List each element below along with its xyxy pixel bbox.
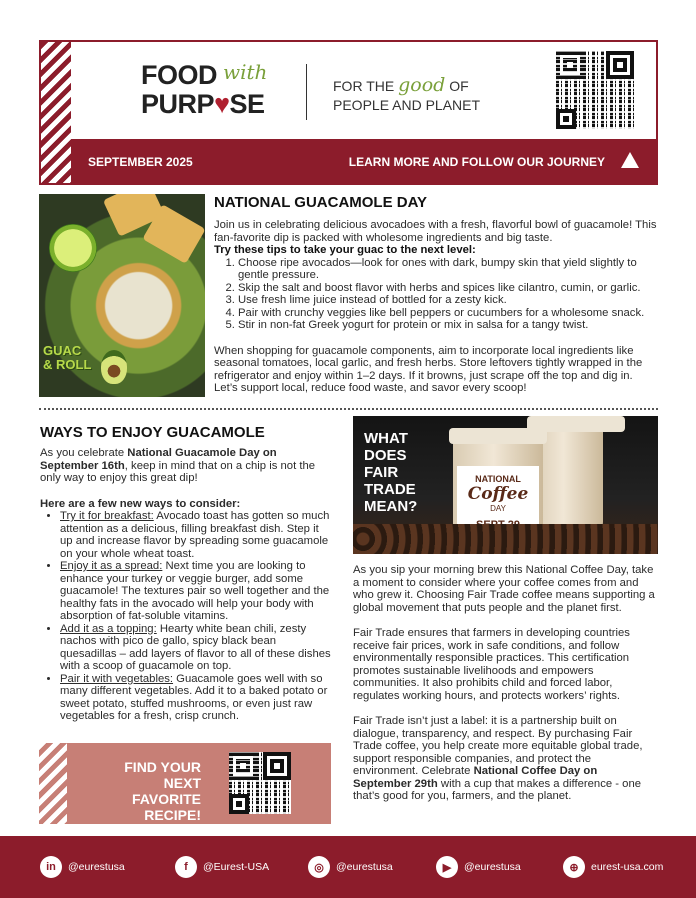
cup-day: DAY	[490, 504, 506, 513]
guac-closing: When shopping for guacamole components, aim to incorporate local ingredients like seasonal tomatoes, local garlic, and fresh herbs. Store leftovers tightly wrapped in the refrigerator and enjoy within 1–2 days. If it browns, just scrape off the top and dig in. Let’s support local, reduce food waste, and savor every scoop!	[214, 344, 643, 394]
tagline-post: OF	[449, 78, 469, 94]
badge-line2: & ROLL	[43, 357, 92, 372]
instagram-handle: @eurestusa	[336, 861, 393, 873]
ways-intro-pre: As you celebrate	[40, 447, 128, 459]
find-recipe-banner[interactable]	[39, 743, 331, 824]
way-label: Try it for breakfast:	[60, 510, 154, 522]
lime-wedge	[49, 224, 97, 272]
coffee-p3-bold: National Coffee Day on September 29th	[353, 765, 598, 790]
way-text: Guacamole goes well with so many different vegetables. Add it to a baked potato or sweet potato, stuffed mushrooms, or even just raw vegetables for a fresh, crisp crunch.	[60, 672, 328, 722]
ways-intro-post: , keep in mind that on a chip is not the only way to enjoy this great dip!	[40, 459, 316, 484]
food-with-purpose-logo	[141, 62, 291, 122]
guacamole-day-body	[214, 219, 659, 395]
instagram-icon: ◎	[308, 856, 330, 878]
way-text: Next time you are looking to enhance your turkey or veggie burger, add some guacamole! The textures pair so well together and the healthy fats in the avocado will help your body with absorption of fat-soluble vitamins.	[60, 560, 330, 622]
coffee-body	[353, 564, 658, 803]
tip-item: 3. Use fresh lime juice instead of bottled for a zesty kick.	[238, 294, 659, 307]
learn-more-link[interactable]: LEARN MORE AND FOLLOW OUR JOURNEY	[348, 155, 605, 169]
coffee-day-image	[353, 416, 658, 554]
tip-item: 4. Pair with crunchy veggies like bell peppers or cucumbers for a wholesome snack.	[238, 307, 659, 320]
tagline	[333, 76, 480, 115]
avocado-icon	[101, 350, 127, 384]
website-link: eurest-usa.com	[591, 861, 664, 873]
social-facebook[interactable]	[175, 855, 269, 879]
ways-list-heading: Here are a few new ways to consider:	[40, 497, 241, 510]
footer	[0, 836, 696, 898]
social-instagram[interactable]	[308, 855, 393, 879]
way-item	[60, 510, 332, 560]
guacamole-photo	[39, 194, 205, 397]
tagline-pre: FOR THE	[333, 78, 395, 94]
ways-intro	[40, 447, 332, 485]
guacamole-day-title: NATIONAL GUACAMOLE DAY	[214, 194, 428, 211]
cup-coffee: Coffee	[467, 484, 529, 504]
logo-with: with	[223, 60, 268, 84]
coffee-p3-post: with a cup that makes a difference - one that’s good for you, farmers, and the planet.	[353, 777, 642, 802]
tips-heading: Try these tips to take your guac to the next level:	[214, 244, 476, 256]
decorative-stripes	[39, 743, 67, 824]
tip-item: 2. Skip the salt and boost flavor with herbs and spices like cilantro, cumin, or garlic.	[238, 282, 659, 295]
coffee-p3	[353, 715, 658, 803]
tip-item: 5. Stir in non-fat Greek yogurt for protein or mix in salsa for a tangy twist.	[238, 319, 659, 332]
way-item	[60, 560, 332, 623]
divider	[306, 64, 307, 120]
way-label: Add it as a topping:	[60, 622, 157, 635]
linkedin-icon: in	[40, 856, 62, 878]
fair-trade-question: WHAT DOES FAIR TRADE MEAN?	[364, 430, 418, 515]
badge-line1: GUAC	[43, 343, 82, 358]
guac-intro: Join us in celebrating delicious avocadoes with a fresh, flavorful bowl of guacamole! This fan-favorite dip is packed with wholesome ingredients and big taste.	[214, 219, 657, 244]
ways-body	[40, 447, 332, 723]
way-item	[60, 623, 332, 673]
tagline-good: good	[398, 74, 446, 96]
coffee-p2: Fair Trade ensures that farmers in developing countries receive fair prices, work in safe conditions, and follow environmentally responsible practices. This certification promotes sustainable livelihoods and empowers communities. It also prohibits child and forced labor, regulates working hours, and protects workers’ rights.	[353, 627, 630, 702]
ways-list	[60, 510, 332, 723]
qr-code-header[interactable]	[556, 51, 634, 129]
social-youtube[interactable]	[436, 855, 521, 879]
social-linkedin[interactable]	[40, 855, 125, 879]
find-recipe-text: FIND YOUR NEXT FAVORITE RECIPE!	[124, 759, 201, 823]
heart-icon: ♥	[214, 89, 230, 119]
ways-intro-bold: National Guacamole Day on September 16th	[40, 447, 277, 472]
triangle-up-icon	[621, 152, 639, 168]
tips-list	[238, 257, 659, 332]
globe-icon: ⊕	[563, 856, 585, 878]
way-item	[60, 673, 332, 723]
logo-purpose	[141, 89, 291, 119]
coffee-p1: As you sip your morning brew this National Coffee Day, take a moment to consider where your coffee comes from and who grew it. Choosing Fair Trade coffee means supporting a global movement that puts people and the planet first.	[353, 564, 655, 614]
logo-purpose-b: SE	[229, 89, 265, 119]
youtube-handle: @eurestusa	[464, 861, 521, 873]
way-text: Avocado toast has gotten so much attention as a delicious, filling breakfast dish. Step it up and increase flavor by spreading some guacamole on your whole wheat toast.	[60, 510, 330, 560]
decorative-stripes	[41, 42, 71, 183]
header	[39, 40, 658, 185]
cup-national: NATIONAL	[475, 474, 521, 484]
way-label: Enjoy it as a spread:	[60, 560, 163, 572]
ways-title: WAYS TO ENJOY GUACAMOLE	[40, 424, 265, 441]
coffee-p3-pre: Fair Trade isn’t just a label: it is a partnership built on dialogue, transparency, and respect. By purchasing Fair Trade coffee, you help create more equitable global trade, support responsible companies, and protect the environment. Celebrate	[353, 715, 643, 777]
facebook-icon: f	[175, 856, 197, 878]
issue-date: SEPTEMBER 2025	[88, 155, 193, 169]
guac-and-roll-badge	[43, 344, 123, 390]
way-text: Hearty white bean chili, zesty nachos with pico de gallo, spicy black bean quesadillas – add layers of flavor to all of these dishes with a scoop of guacamole on top.	[60, 622, 331, 672]
qr-code-recipe[interactable]	[229, 752, 291, 814]
linkedin-handle: @eurestusa	[68, 861, 125, 873]
logo-food: FOOD	[141, 60, 217, 90]
tagline-line2: PEOPLE AND PLANET	[333, 97, 481, 113]
way-label: Pair it with vegetables:	[60, 672, 174, 685]
tip-item: 1. Choose ripe avocados—look for ones with dark, bumpy skin that yield slightly to gentle pressure.	[238, 257, 659, 282]
youtube-icon: ▶	[436, 856, 458, 878]
coffee-beans	[353, 524, 658, 554]
section-divider	[39, 408, 658, 410]
social-website[interactable]	[563, 855, 663, 879]
logo-purpose-a: PURP	[141, 89, 215, 119]
facebook-handle: @Eurest-USA	[203, 861, 270, 873]
header-band	[71, 139, 658, 183]
